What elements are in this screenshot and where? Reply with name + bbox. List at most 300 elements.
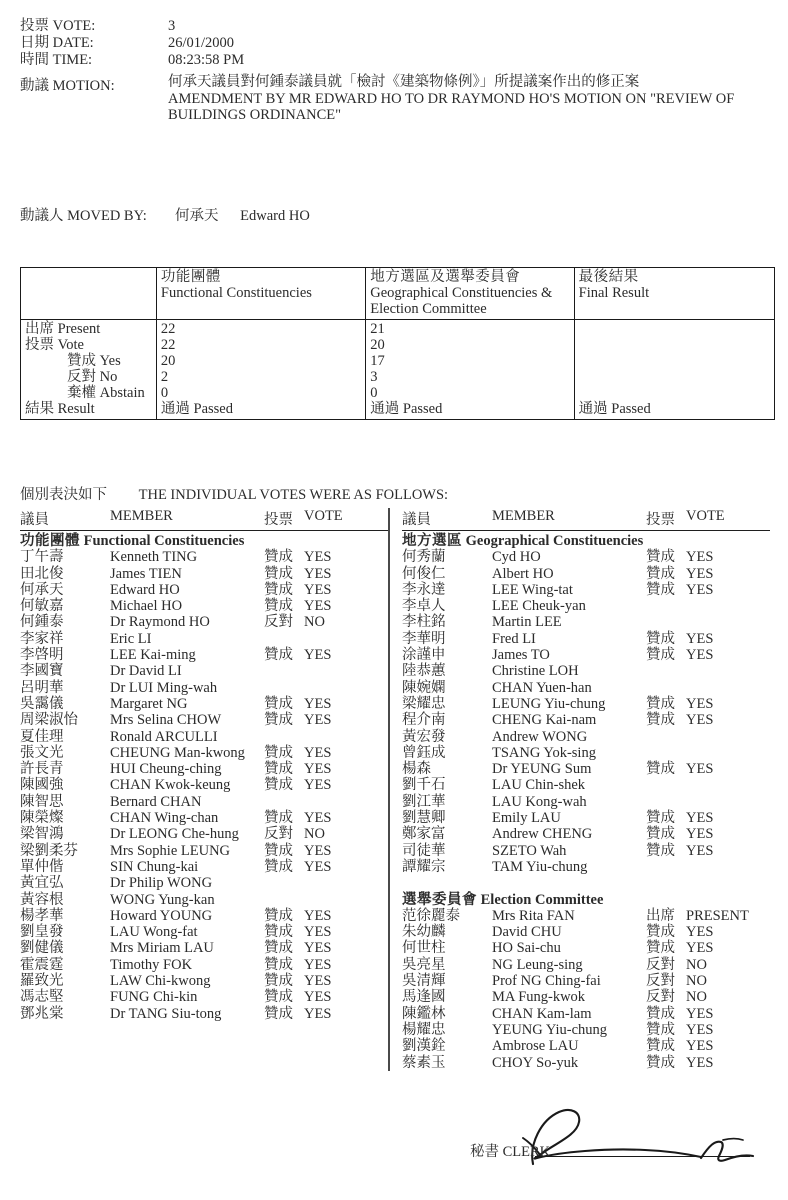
- header-final-result: [574, 268, 774, 320]
- row-label-present: 出席 Present: [25, 321, 101, 337]
- gc-vote: 20: [370, 337, 385, 353]
- member-name-chinese: 李國寶: [20, 663, 64, 680]
- member-name-chinese: 李啓明: [20, 647, 64, 664]
- member-name-english: Eric LI: [110, 630, 152, 647]
- member-vote-chinese: 贊成: [646, 647, 675, 664]
- member-vote-english: YES: [686, 826, 714, 843]
- member-name-english: HO Sai-chu: [492, 940, 561, 957]
- member-list-geographical: [402, 549, 770, 875]
- member-vote-row: [402, 745, 770, 761]
- member-vote-english: YES: [304, 973, 332, 990]
- member-vote-row: [20, 940, 388, 956]
- member-vote-chinese: 贊成: [646, 565, 675, 582]
- member-vote-english: YES: [686, 695, 714, 712]
- member-name-chinese: 丁午壽: [20, 549, 64, 566]
- member-vote-row: [402, 794, 770, 810]
- member-name-chinese: 李華明: [402, 630, 446, 647]
- member-vote-row: [402, 957, 770, 973]
- member-list-functional: [20, 549, 388, 1022]
- member-vote-english: NO: [686, 973, 707, 990]
- member-vote-chinese: 贊成: [264, 842, 293, 859]
- member-name-chinese: 馬逢國: [402, 989, 446, 1006]
- member-vote-row: [20, 680, 388, 696]
- member-vote-english: YES: [304, 744, 332, 761]
- member-vote-chinese: 贊成: [264, 956, 293, 973]
- member-vote-english: YES: [304, 810, 332, 827]
- member-vote-row: [402, 973, 770, 989]
- member-name-english: Prof NG Ching-fai: [492, 973, 601, 990]
- result-values-final: [574, 320, 774, 420]
- member-name-chinese: 何鍾泰: [20, 614, 64, 631]
- member-vote-row: [402, 696, 770, 712]
- group-heading-election-committee: [402, 892, 770, 908]
- member-vote-english: YES: [304, 956, 332, 973]
- member-name-chinese: 陳國強: [20, 777, 64, 794]
- member-vote-chinese: 贊成: [646, 695, 675, 712]
- fc-abstain: 0: [160, 385, 169, 401]
- member-name-english: Ronald ARCULLI: [110, 728, 218, 745]
- member-vote-chinese: 贊成: [646, 761, 675, 778]
- member-name-english: MA Fung-kwok: [492, 989, 586, 1006]
- member-vote-english: NO: [304, 826, 325, 843]
- member-vote-row: [20, 1006, 388, 1022]
- member-vote-english: YES: [304, 712, 332, 729]
- column-rule-left: [20, 530, 388, 531]
- member-vote-chinese: 贊成: [646, 630, 675, 647]
- member-name-english: James TO: [492, 647, 550, 664]
- member-name-chinese: 許長青: [20, 761, 64, 778]
- member-vote-english: YES: [686, 565, 714, 582]
- member-vote-row: [402, 614, 770, 630]
- member-name-english: Howard YOUNG: [110, 907, 213, 924]
- member-vote-english: YES: [686, 940, 714, 957]
- member-name-english: Fred LI: [492, 630, 536, 647]
- member-vote-chinese: 反對: [646, 956, 675, 973]
- member-vote-chinese: 贊成: [646, 810, 675, 827]
- member-vote-row: [402, 1055, 770, 1071]
- member-vote-chinese: 贊成: [264, 712, 293, 729]
- header-fr-chinese: 最後結果: [578, 269, 639, 285]
- member-name-chinese: 黃容根: [20, 891, 64, 908]
- meta-row-vote: [20, 14, 760, 34]
- member-name-english: Mrs Selina CHOW: [110, 712, 222, 729]
- member-name-english: Mrs Rita FAN: [492, 907, 575, 924]
- member-vote-row: [20, 614, 388, 630]
- fc-present: 22: [160, 321, 176, 337]
- member-vote-english: YES: [686, 1021, 714, 1038]
- member-name-chinese: 陳婉嫻: [402, 679, 446, 696]
- member-vote-english: YES: [304, 777, 332, 794]
- member-name-english: Dr LEONG Che-hung: [110, 826, 239, 843]
- member-name-chinese: 李永達: [402, 581, 446, 598]
- member-name-chinese: 吳亮星: [402, 956, 446, 973]
- member-vote-english: YES: [304, 1005, 332, 1022]
- member-vote-chinese: 贊成: [264, 858, 293, 875]
- member-vote-chinese: 贊成: [264, 810, 293, 827]
- member-vote-row: [402, 566, 770, 582]
- member-vote-row: [20, 663, 388, 679]
- member-name-english: LEE Cheuk-yan: [492, 598, 586, 615]
- member-vote-chinese: 贊成: [264, 761, 293, 778]
- member-name-english: Margaret NG: [110, 695, 188, 712]
- member-vote-english: YES: [304, 989, 332, 1006]
- member-name-chinese: 劉皇發: [20, 924, 64, 941]
- member-vote-chinese: 反對: [264, 826, 293, 843]
- member-vote-english: YES: [304, 581, 332, 598]
- row-label-no: 反對 No: [67, 369, 118, 385]
- member-name-english: CHAN Kwok-keung: [110, 777, 231, 794]
- member-vote-english: YES: [304, 940, 332, 957]
- member-vote-chinese: 贊成: [264, 598, 293, 615]
- date-label: 日期 DATE:: [20, 35, 94, 51]
- member-vote-row: [20, 647, 388, 663]
- moved-by-value: [175, 204, 310, 225]
- member-name-chinese: 程介南: [402, 712, 446, 729]
- col-header-vote-en-right: VOTE: [686, 508, 725, 524]
- clerk-signature-line: [535, 1156, 750, 1157]
- header-geographical-constituencies: [366, 268, 574, 320]
- member-vote-row: [402, 598, 770, 614]
- member-name-chinese: 鄭家富: [402, 826, 446, 843]
- member-vote-row: [20, 810, 388, 826]
- member-vote-chinese: 出席: [646, 907, 675, 924]
- header-blank-cell: [21, 268, 157, 320]
- member-name-english: Kenneth TING: [110, 549, 198, 566]
- member-name-chinese: 吳靄儀: [20, 695, 64, 712]
- member-name-chinese: 陳智思: [20, 793, 64, 810]
- member-vote-english: YES: [686, 1054, 714, 1071]
- member-vote-row: [20, 973, 388, 989]
- member-name-english: CHAN Kam-lam: [492, 1005, 592, 1022]
- member-name-chinese: 劉漢銓: [402, 1038, 446, 1055]
- row-label-abstain: 棄權 Abstain: [67, 385, 145, 401]
- member-name-chinese: 司徒華: [402, 842, 446, 859]
- member-vote-row: [20, 761, 388, 777]
- clerk-label: 秘書 CLERK: [470, 1144, 551, 1160]
- member-vote-row: [402, 989, 770, 1005]
- member-vote-row: [402, 859, 770, 875]
- member-vote-row: [20, 859, 388, 875]
- col-header-member-en-left: MEMBER: [110, 508, 173, 524]
- group-heading-geographical: [402, 533, 770, 549]
- member-name-chinese: 梁耀忠: [402, 695, 446, 712]
- header-fc-english: Functional Constituencies: [160, 285, 312, 301]
- member-vote-chinese: 贊成: [264, 549, 293, 566]
- motion-text-english-line2: BUILDINGS ORDINANCE": [168, 107, 342, 123]
- member-name-english: SZETO Wah: [492, 842, 567, 859]
- member-name-chinese: 霍震霆: [20, 956, 64, 973]
- moved-by-block: [20, 204, 760, 225]
- member-name-chinese: 梁智鴻: [20, 826, 64, 843]
- member-vote-english: YES: [304, 907, 332, 924]
- member-vote-chinese: 贊成: [646, 549, 675, 566]
- member-vote-chinese: 反對: [264, 614, 293, 631]
- member-name-english: Dr TANG Siu-tong: [110, 1005, 222, 1022]
- member-name-english: Emily LAU: [492, 810, 561, 827]
- member-name-chinese: 范徐麗泰: [402, 907, 460, 924]
- member-name-english: Dr David LI: [110, 663, 182, 680]
- moved-by-label: 動議人 MOVED BY:: [20, 208, 147, 224]
- member-name-chinese: 涂謹申: [402, 647, 446, 664]
- member-name-english: Andrew CHENG: [492, 826, 593, 843]
- member-vote-chinese: 贊成: [264, 1005, 293, 1022]
- member-vote-row: [20, 582, 388, 598]
- member-name-chinese: 陳鑑林: [402, 1005, 446, 1022]
- member-vote-row: [402, 582, 770, 598]
- member-name-english: WONG Yung-kan: [110, 891, 215, 908]
- member-vote-row: [402, 680, 770, 696]
- member-name-chinese: 楊孝華: [20, 907, 64, 924]
- member-name-chinese: 劉千石: [402, 777, 446, 794]
- member-name-english: Dr LUI Ming-wah: [110, 679, 218, 696]
- member-vote-chinese: 贊成: [646, 940, 675, 957]
- member-name-english: Ambrose LAU: [492, 1038, 579, 1055]
- member-vote-chinese: 贊成: [646, 712, 675, 729]
- member-vote-row: [402, 647, 770, 663]
- result-summary-table: [20, 267, 775, 420]
- member-vote-chinese: 贊成: [646, 924, 675, 941]
- member-vote-row: [20, 549, 388, 565]
- result-table-body-row: [21, 320, 775, 420]
- member-vote-row: [402, 761, 770, 777]
- individual-votes-heading-chinese: 個別表決如下: [20, 487, 107, 503]
- member-name-english: LAU Chin-shek: [492, 777, 586, 794]
- individual-votes-area: [20, 508, 775, 1078]
- moved-by-name-chinese: 何承天: [175, 208, 219, 224]
- member-name-english: HUI Cheung-ching: [110, 761, 222, 778]
- row-label-yes: 贊成 Yes: [67, 353, 121, 369]
- header-fc-chinese: 功能團體: [160, 269, 221, 285]
- member-name-english: Mrs Miriam LAU: [110, 940, 214, 957]
- gc-abstain: 0: [370, 385, 378, 401]
- result-values-geographical: [366, 320, 574, 420]
- column-headers-left: [20, 508, 388, 530]
- member-name-chinese: 劉健儀: [20, 940, 64, 957]
- member-vote-row: [20, 794, 388, 810]
- member-name-english: CHOY So-yuk: [492, 1054, 579, 1071]
- individual-votes-heading: [20, 483, 448, 504]
- member-vote-row: [20, 924, 388, 940]
- member-vote-chinese: 反對: [646, 989, 675, 1006]
- member-name-chinese: 夏佳理: [20, 728, 64, 745]
- member-name-chinese: 譚耀宗: [402, 858, 446, 875]
- member-vote-row: [402, 810, 770, 826]
- member-name-chinese: 梁劉柔芬: [20, 842, 78, 859]
- member-vote-english: YES: [304, 858, 332, 875]
- member-vote-english: NO: [686, 956, 707, 973]
- member-name-english: SIN Chung-kai: [110, 858, 199, 875]
- member-vote-english: YES: [686, 1038, 714, 1055]
- group-heading-functional-en: Functional Constituencies: [83, 533, 245, 549]
- member-vote-english: YES: [686, 647, 714, 664]
- member-vote-row: [402, 826, 770, 842]
- member-name-english: FUNG Chi-kin: [110, 989, 198, 1006]
- member-vote-english: YES: [686, 581, 714, 598]
- member-name-english: CHEUNG Man-kwong: [110, 744, 245, 761]
- member-vote-row: [20, 892, 388, 908]
- member-name-english: TSANG Yok-sing: [492, 744, 596, 761]
- member-vote-english: YES: [686, 630, 714, 647]
- member-vote-row: [20, 826, 388, 842]
- member-name-english: LEE Wing-tat: [492, 581, 573, 598]
- member-vote-row: [402, 843, 770, 859]
- member-name-chinese: 朱幼麟: [402, 924, 446, 941]
- member-name-english: Bernard CHAN: [110, 793, 202, 810]
- gc-result: 通過 Passed: [370, 401, 443, 417]
- header-functional-constituencies: [156, 268, 365, 320]
- member-name-chinese: 李柱銘: [402, 614, 446, 631]
- col-header-member-cn-right: 議員: [402, 512, 431, 528]
- column-rule-right: [402, 530, 770, 531]
- motion-text: [168, 74, 765, 124]
- member-vote-row: [402, 663, 770, 679]
- member-vote-english: YES: [686, 810, 714, 827]
- group-heading-ec-cn: 選舉委員會: [402, 891, 477, 908]
- member-vote-row: [402, 1006, 770, 1022]
- member-name-english: Dr YEUNG Sum: [492, 761, 592, 778]
- member-vote-row: [20, 729, 388, 745]
- member-name-chinese: 吳清輝: [402, 973, 446, 990]
- member-vote-chinese: 贊成: [264, 989, 293, 1006]
- group-heading-functional: [20, 533, 388, 549]
- motion-block: [20, 74, 765, 124]
- member-vote-row: [20, 989, 388, 1005]
- moved-by-name-english: Edward HO: [240, 208, 310, 224]
- member-vote-row: [20, 712, 388, 728]
- member-name-english: LAU Wong-fat: [110, 924, 198, 941]
- member-name-chinese: 何俊仁: [402, 565, 446, 582]
- member-name-english: LAW Chi-kwong: [110, 973, 211, 990]
- member-name-english: CHAN Wing-chan: [110, 810, 219, 827]
- gc-no: 3: [370, 369, 378, 385]
- member-vote-chinese: 贊成: [646, 1054, 675, 1071]
- member-vote-row: [20, 631, 388, 647]
- clerk-signature: [455, 1098, 775, 1178]
- member-vote-row: [20, 875, 388, 891]
- member-vote-row: [20, 598, 388, 614]
- fc-no: 2: [160, 369, 169, 385]
- vote-number-label: 投票 VOTE:: [20, 18, 96, 34]
- member-vote-chinese: 贊成: [264, 647, 293, 664]
- member-vote-chinese: 贊成: [264, 907, 293, 924]
- member-name-chinese: 羅致光: [20, 973, 64, 990]
- fc-vote: 22: [160, 337, 176, 353]
- member-name-chinese: 呂明華: [20, 679, 64, 696]
- member-vote-row: [402, 712, 770, 728]
- individual-votes-heading-english: THE INDIVIDUAL VOTES WERE AS FOLLOWS:: [138, 487, 449, 503]
- member-vote-english: YES: [304, 549, 332, 566]
- member-name-english: Martin LEE: [492, 614, 562, 631]
- member-name-english: LEE Kai-ming: [110, 647, 196, 664]
- member-vote-english: YES: [304, 598, 332, 615]
- header-fr-english: Final Result: [578, 285, 650, 301]
- member-vote-row: [20, 843, 388, 859]
- member-vote-chinese: 贊成: [264, 777, 293, 794]
- member-name-english: CHENG Kai-nam: [492, 712, 597, 729]
- member-name-chinese: 楊森: [402, 761, 431, 778]
- date-value: 26/01/2000: [168, 35, 235, 51]
- member-name-english: CHAN Yuen-han: [492, 679, 592, 696]
- result-table-header-row: [21, 268, 775, 320]
- col-header-vote-cn-left: 投票: [264, 512, 293, 528]
- member-vote-english: YES: [304, 761, 332, 778]
- gc-yes: 17: [370, 353, 385, 369]
- member-vote-row: [402, 549, 770, 565]
- member-vote-english: YES: [686, 549, 714, 566]
- member-name-english: Albert HO: [492, 565, 554, 582]
- member-vote-english: YES: [304, 842, 332, 859]
- group-heading-functional-cn: 功能團體: [20, 533, 80, 549]
- member-name-chinese: 劉江華: [402, 793, 446, 810]
- member-name-english: LEUNG Yiu-chung: [492, 695, 606, 712]
- member-name-chinese: 黃宜弘: [20, 875, 64, 892]
- fc-yes: 20: [160, 353, 176, 369]
- member-vote-english: YES: [686, 924, 714, 941]
- member-name-english: James TIEN: [110, 565, 182, 582]
- member-vote-english: YES: [304, 565, 332, 582]
- member-name-chinese: 楊耀忠: [402, 1021, 446, 1038]
- member-vote-english: YES: [304, 647, 332, 664]
- member-name-english: Mrs Sophie LEUNG: [110, 842, 231, 859]
- gc-present: 21: [370, 321, 385, 337]
- member-vote-english: YES: [686, 1005, 714, 1022]
- time-value: 08:23:58 PM: [168, 52, 245, 68]
- col-header-member-en-right: MEMBER: [492, 508, 555, 524]
- fc-result: 通過 Passed: [160, 401, 233, 417]
- member-name-chinese: 陸恭蕙: [402, 663, 446, 680]
- member-vote-row: [402, 1038, 770, 1054]
- member-name-english: Christine LOH: [492, 663, 579, 680]
- member-name-chinese: 何敏嘉: [20, 598, 64, 615]
- member-name-english: NG Leung-sing: [492, 956, 583, 973]
- member-name-english: Edward HO: [110, 581, 180, 598]
- member-vote-row: [402, 777, 770, 793]
- member-vote-row: [20, 745, 388, 761]
- member-vote-row: [402, 1022, 770, 1038]
- member-vote-row: [402, 924, 770, 940]
- col-header-vote-cn-right: 投票: [646, 512, 675, 528]
- member-vote-english: NO: [304, 614, 325, 631]
- member-name-chinese: 田北俊: [20, 565, 64, 582]
- member-vote-chinese: 贊成: [264, 695, 293, 712]
- member-name-chinese: 鄧兆棠: [20, 1005, 64, 1022]
- member-vote-chinese: 贊成: [264, 940, 293, 957]
- member-vote-chinese: 贊成: [646, 581, 675, 598]
- vote-meta-block: [20, 14, 760, 68]
- member-name-chinese: 曾鈺成: [402, 744, 446, 761]
- member-vote-row: [402, 908, 770, 924]
- member-vote-row: [20, 957, 388, 973]
- member-vote-row: [402, 729, 770, 745]
- result-row-labels: [21, 320, 157, 420]
- result-values-functional: [156, 320, 365, 420]
- signature-ink: [455, 1098, 775, 1178]
- member-vote-english: YES: [686, 842, 714, 859]
- member-vote-row: [402, 940, 770, 956]
- member-name-english: Andrew WONG: [492, 728, 588, 745]
- member-name-english: Timothy FOK: [110, 956, 193, 973]
- votes-column-right: [388, 508, 770, 1071]
- motion-label: 動議 MOTION:: [20, 78, 115, 94]
- member-name-chinese: 馮志堅: [20, 989, 64, 1006]
- member-name-english: Dr Philip WONG: [110, 875, 213, 892]
- member-vote-row: [20, 777, 388, 793]
- row-label-vote: 投票 Vote: [25, 337, 84, 353]
- member-vote-english: YES: [304, 924, 332, 941]
- member-vote-chinese: 贊成: [646, 842, 675, 859]
- member-name-english: TAM Yiu-chung: [492, 858, 588, 875]
- member-name-chinese: 黃宏發: [402, 728, 446, 745]
